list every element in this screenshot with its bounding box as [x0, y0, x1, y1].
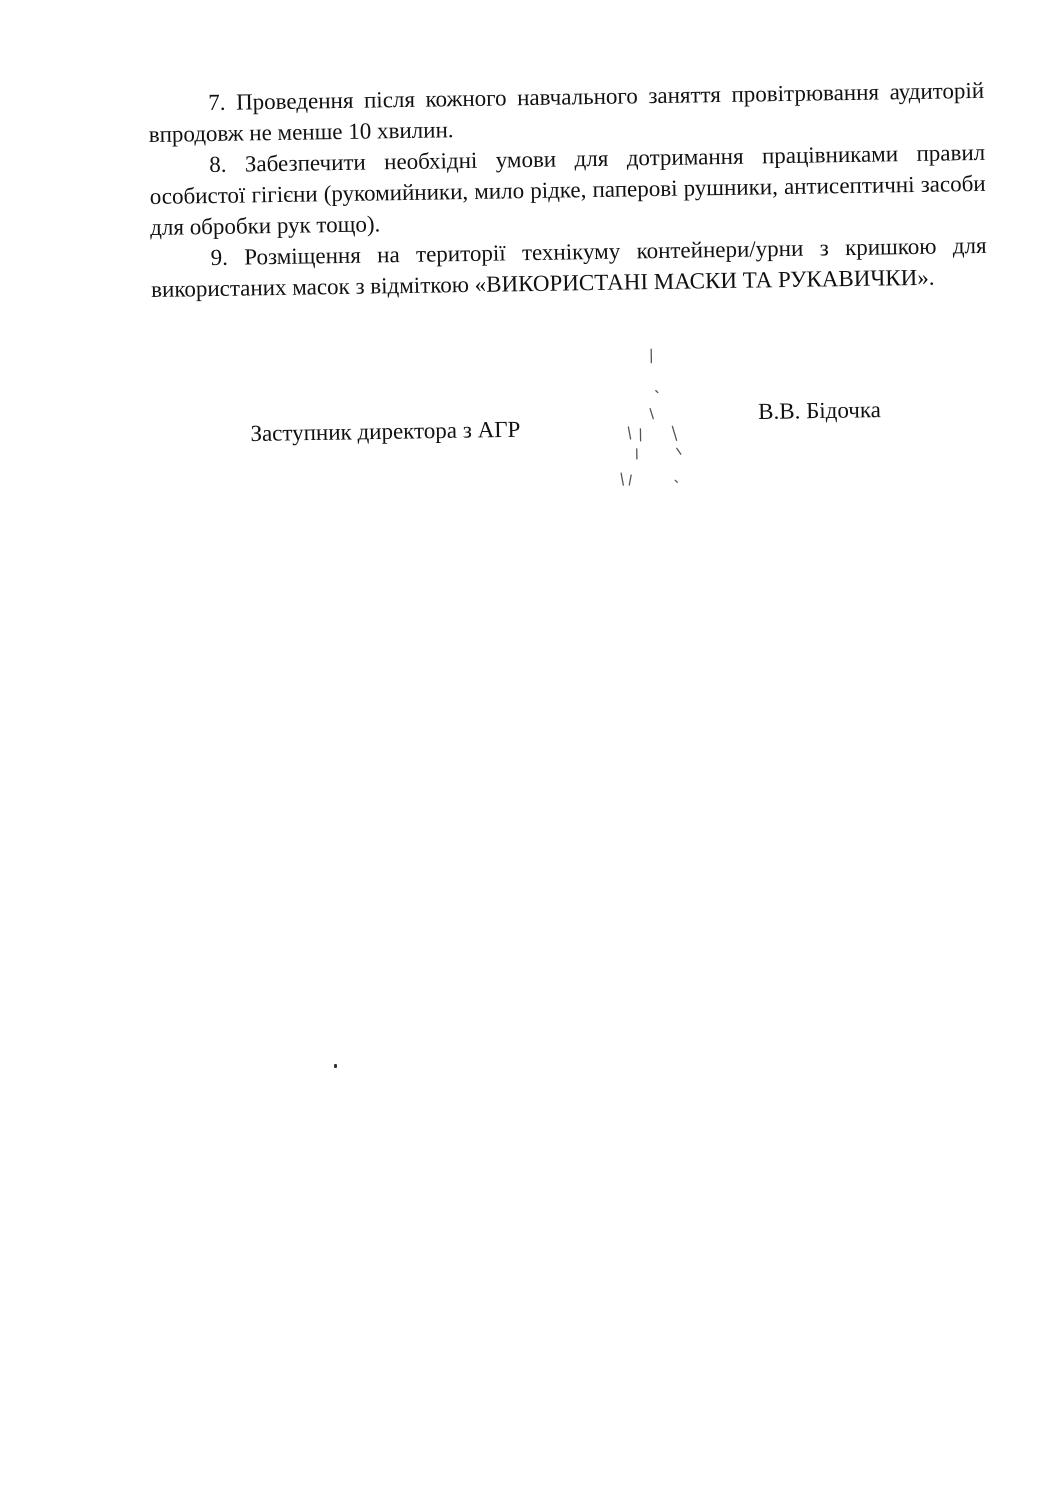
paragraph-item-8: 8. Забезпечити необхідні умови для дотримання працівниками правил особистої гігієни (рукомийники, мило рідке, паперові рушники, антисептичні засоби для обробки рук тощо).	[149, 139, 986, 240]
handwritten-signature-icon	[599, 348, 711, 500]
paragraph-item-7: 7. Проведення після кожного навчального заняття провітрювання аудиторій впродовж не менше 10 хвилин.	[148, 77, 985, 147]
signature-block	[250, 395, 911, 505]
scan-speck	[334, 1064, 337, 1068]
signatory-position: Заступник директора з АГР	[250, 416, 521, 446]
signatory-name: В.В. Бідочка	[757, 397, 882, 425]
paragraph-item-9: 9. Розміщення на території технікуму контейнери/урни з кришкою для використаних масок з відміткою «ВИКОРИСТАНІ МАСКИ ТА РУКАВИЧКИ».	[150, 232, 987, 302]
document-body	[148, 75, 987, 305]
